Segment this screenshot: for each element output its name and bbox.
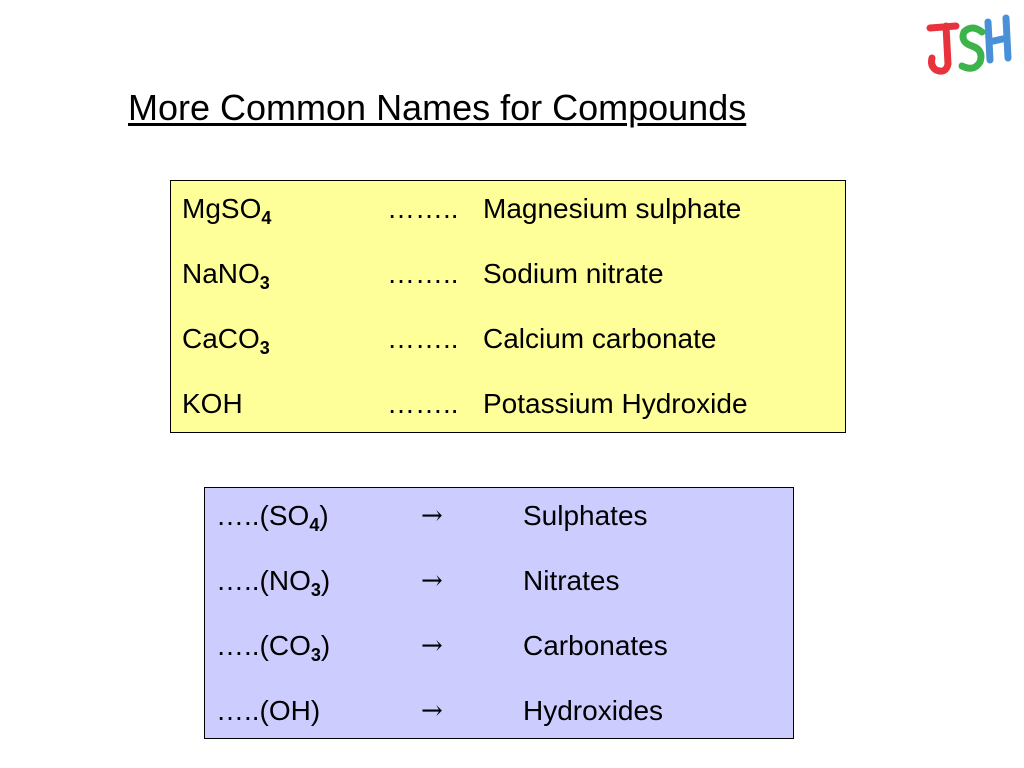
compound-dots: …….. bbox=[387, 193, 459, 224]
compound-name: Sodium nitrate bbox=[483, 258, 664, 289]
group-ion: $\dots..(SO_4)$ bbox=[216, 500, 329, 535]
page-title: More Common Names for Compounds bbox=[128, 87, 747, 128]
groups-box bbox=[204, 487, 794, 739]
compound-formula: KOH bbox=[182, 388, 243, 419]
compound-dots: …….. bbox=[387, 388, 459, 419]
group-ion: $\dots..(CO_3)$ bbox=[216, 630, 331, 665]
compound-dots: …….. bbox=[387, 258, 459, 289]
group-name: Hydroxides bbox=[523, 695, 664, 726]
compound-name: Magnesium sulphate bbox=[483, 193, 742, 224]
arrow-icon: → bbox=[421, 501, 443, 531]
compound-name: Calcium carbonate bbox=[483, 323, 717, 354]
group-ion: $\dots..(NO_3)$ bbox=[216, 565, 331, 600]
group-ion: …..(OH) bbox=[216, 695, 321, 726]
compound-formula: NaNO$_3$ bbox=[182, 258, 270, 293]
compounds-box bbox=[170, 180, 846, 433]
group-name: Carbonates bbox=[523, 630, 668, 661]
compound-dots: …….. bbox=[387, 323, 459, 354]
arrow-icon: → bbox=[421, 631, 443, 661]
compound-formula: MgSO$_4$ bbox=[182, 193, 272, 228]
jsh-logo bbox=[926, 14, 1012, 80]
compound-name: Potassium Hydroxide bbox=[483, 388, 748, 419]
arrow-icon: → bbox=[421, 566, 443, 596]
arrow-icon: → bbox=[421, 696, 443, 726]
group-name: Nitrates bbox=[523, 565, 620, 596]
compound-formula: CaCO$_3$ bbox=[182, 323, 270, 358]
group-name: Sulphates bbox=[523, 500, 648, 531]
